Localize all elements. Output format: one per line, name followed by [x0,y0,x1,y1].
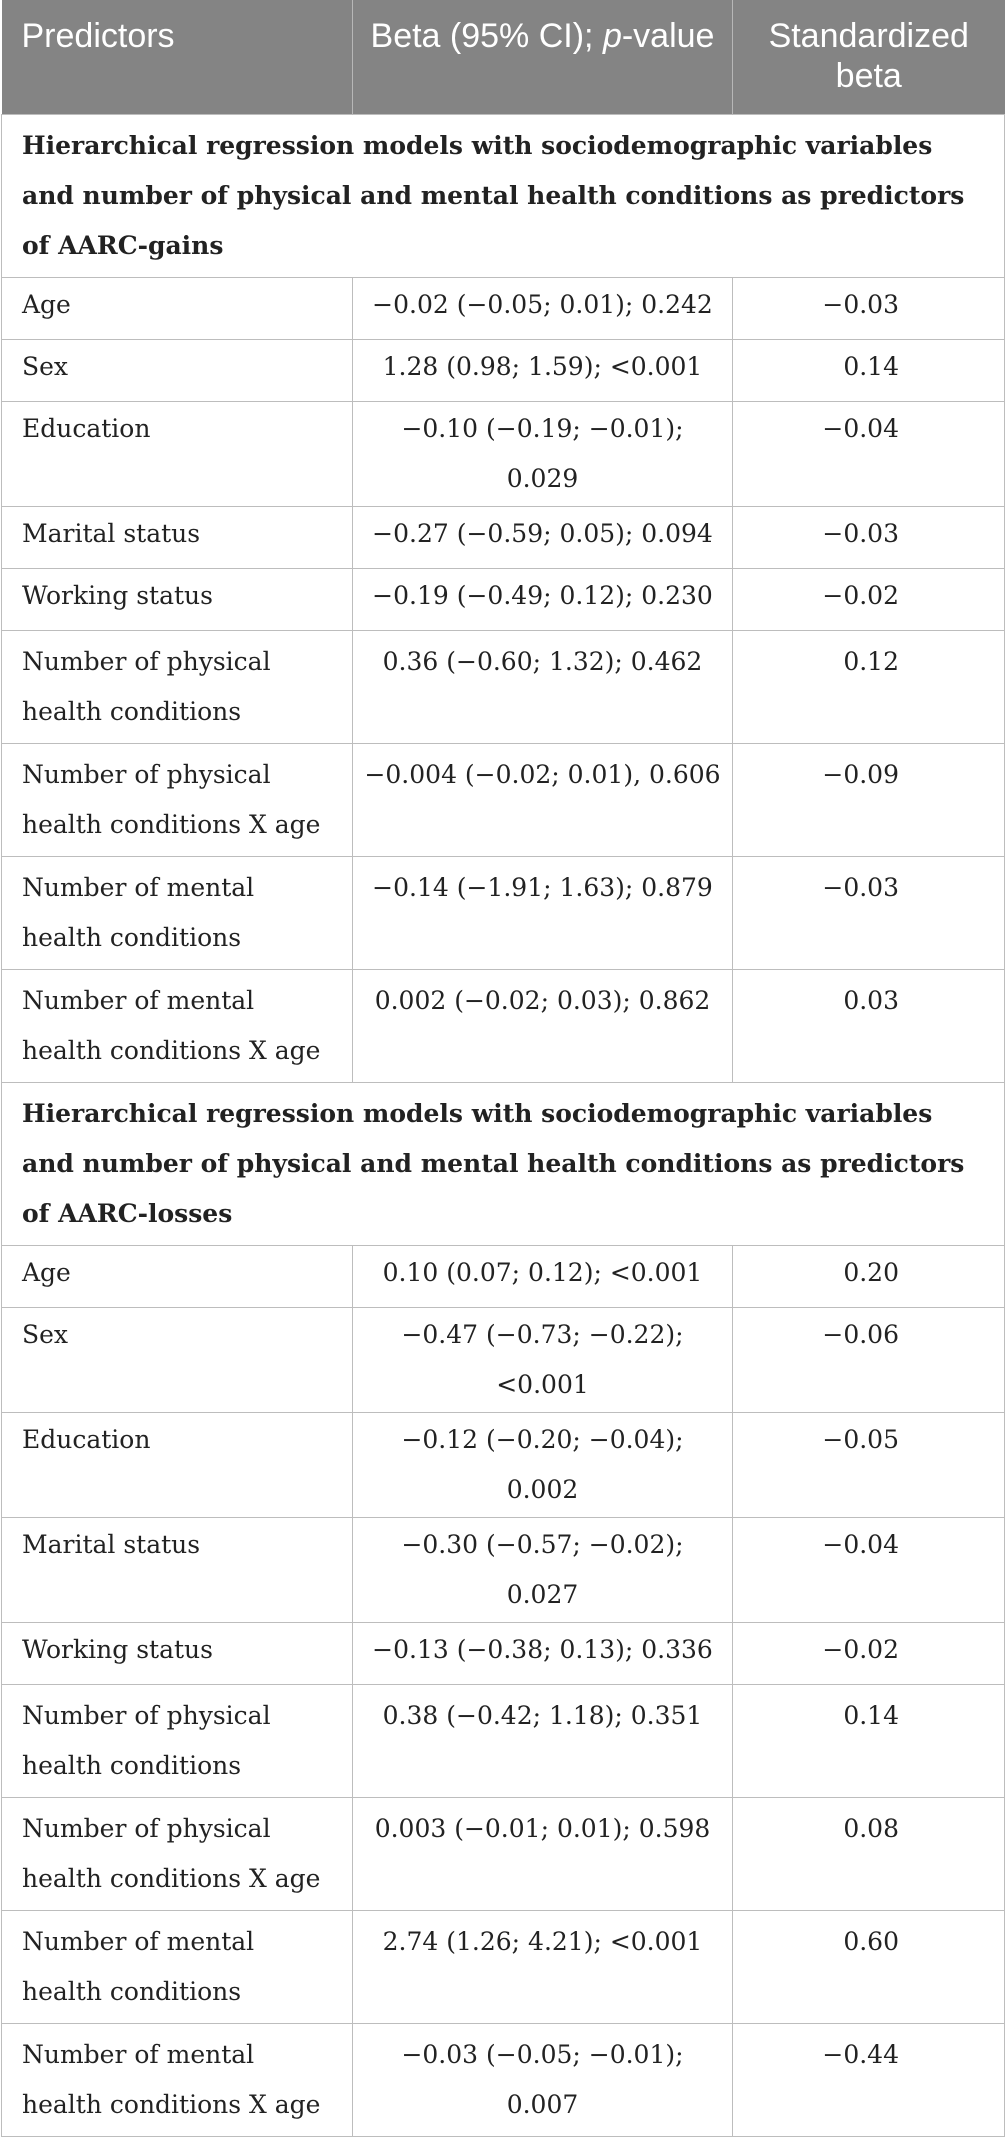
regression-table [1,0,1005,2137]
table-row [2,743,1005,856]
beta-cell: −0.02 (−0.05; 0.01); 0.242 [353,277,733,339]
table-row [2,1797,1005,1910]
section-header-losses [2,1082,1005,1245]
beta-cell: −0.10 (−0.19; −0.01); 0.029 [353,401,733,506]
std-beta-cell: 0.20 [733,1245,1005,1307]
table-row [2,1622,1005,1684]
std-beta-cell: 0.14 [733,1684,1005,1797]
std-beta-cell: −0.05 [733,1412,1005,1517]
predictor-cell: Number of mental health conditions X age [2,969,353,1082]
table-row [2,1412,1005,1517]
section-title: Hierarchical regression models with sociodemographic variables and number of physical and mental health conditions as predictors of AARC-gains [2,114,1005,277]
predictor-cell: Sex [2,1307,353,1412]
table-row [2,1307,1005,1412]
std-beta-cell: 0.60 [733,1910,1005,2023]
table-row [2,630,1005,743]
std-beta-cell: −0.44 [733,2023,1005,2136]
section-header-gains [2,114,1005,277]
predictor-cell: Number of mental health conditions X age [2,2023,353,2136]
table-row [2,506,1005,568]
beta-cell: −0.27 (−0.59; 0.05); 0.094 [353,506,733,568]
header-row [2,0,1005,114]
header-beta-main: Beta (95% CI); [370,17,603,55]
predictor-cell: Marital status [2,1517,353,1622]
beta-cell: −0.13 (−0.38; 0.13); 0.336 [353,1622,733,1684]
beta-cell: 2.74 (1.26; 4.21); <0.001 [353,1910,733,2023]
header-beta [353,0,733,114]
header-predictors: Predictors [2,0,353,114]
table-row [2,1245,1005,1307]
beta-cell: 0.36 (−0.60; 1.32); 0.462 [353,630,733,743]
predictor-cell: Age [2,277,353,339]
predictor-cell: Number of physical health conditions [2,1684,353,1797]
predictor-cell: Number of mental health conditions [2,1910,353,2023]
std-beta-cell: 0.12 [733,630,1005,743]
std-beta-cell: 0.14 [733,339,1005,401]
predictor-cell: Working status [2,1622,353,1684]
header-beta-tail: -value [621,17,715,55]
std-beta-cell: −0.06 [733,1307,1005,1412]
table-row [2,1910,1005,2023]
beta-cell: 0.10 (0.07; 0.12); <0.001 [353,1245,733,1307]
predictor-cell: Age [2,1245,353,1307]
table-row [2,277,1005,339]
beta-cell: −0.47 (−0.73; −0.22); <0.001 [353,1307,733,1412]
table-row [2,1517,1005,1622]
std-beta-cell: −0.02 [733,1622,1005,1684]
std-beta-cell: −0.03 [733,277,1005,339]
std-beta-cell: −0.03 [733,506,1005,568]
beta-cell: 0.002 (−0.02; 0.03); 0.862 [353,969,733,1082]
table-header [2,0,1005,114]
table-row [2,339,1005,401]
predictor-cell: Number of physical health conditions X age [2,1797,353,1910]
table-row [2,2023,1005,2136]
beta-cell: 0.003 (−0.01; 0.01); 0.598 [353,1797,733,1910]
table-row [2,1684,1005,1797]
table-row [2,568,1005,630]
std-beta-cell: −0.04 [733,1517,1005,1622]
table-body [2,114,1005,2136]
std-beta-cell: −0.09 [733,743,1005,856]
std-beta-cell: −0.03 [733,856,1005,969]
beta-cell: 1.28 (0.98; 1.59); <0.001 [353,339,733,401]
std-beta-cell: −0.02 [733,568,1005,630]
table-row [2,856,1005,969]
beta-cell: −0.004 (−0.02; 0.01), 0.606 [353,743,733,856]
predictor-cell: Working status [2,568,353,630]
predictor-cell: Marital status [2,506,353,568]
predictor-cell: Number of mental health conditions [2,856,353,969]
predictor-cell: Number of physical health conditions [2,630,353,743]
header-standardized-beta: Standardized beta [733,0,1005,114]
beta-cell: −0.12 (−0.20; −0.04); 0.002 [353,1412,733,1517]
beta-cell: −0.30 (−0.57; −0.02); 0.027 [353,1517,733,1622]
predictor-cell: Number of physical health conditions X age [2,743,353,856]
predictor-cell: Education [2,1412,353,1517]
predictor-cell: Education [2,401,353,506]
table-row [2,401,1005,506]
std-beta-cell: 0.03 [733,969,1005,1082]
std-beta-cell: −0.04 [733,401,1005,506]
section-title: Hierarchical regression models with sociodemographic variables and number of physical and mental health conditions as predictors of AARC-losses [2,1082,1005,1245]
table-row [2,969,1005,1082]
predictor-cell: Sex [2,339,353,401]
beta-cell: −0.14 (−1.91; 1.63); 0.879 [353,856,733,969]
beta-cell: 0.38 (−0.42; 1.18); 0.351 [353,1684,733,1797]
std-beta-cell: 0.08 [733,1797,1005,1910]
beta-cell: −0.03 (−0.05; −0.01); 0.007 [353,2023,733,2136]
beta-cell: −0.19 (−0.49; 0.12); 0.230 [353,568,733,630]
header-beta-p: p [602,17,622,55]
